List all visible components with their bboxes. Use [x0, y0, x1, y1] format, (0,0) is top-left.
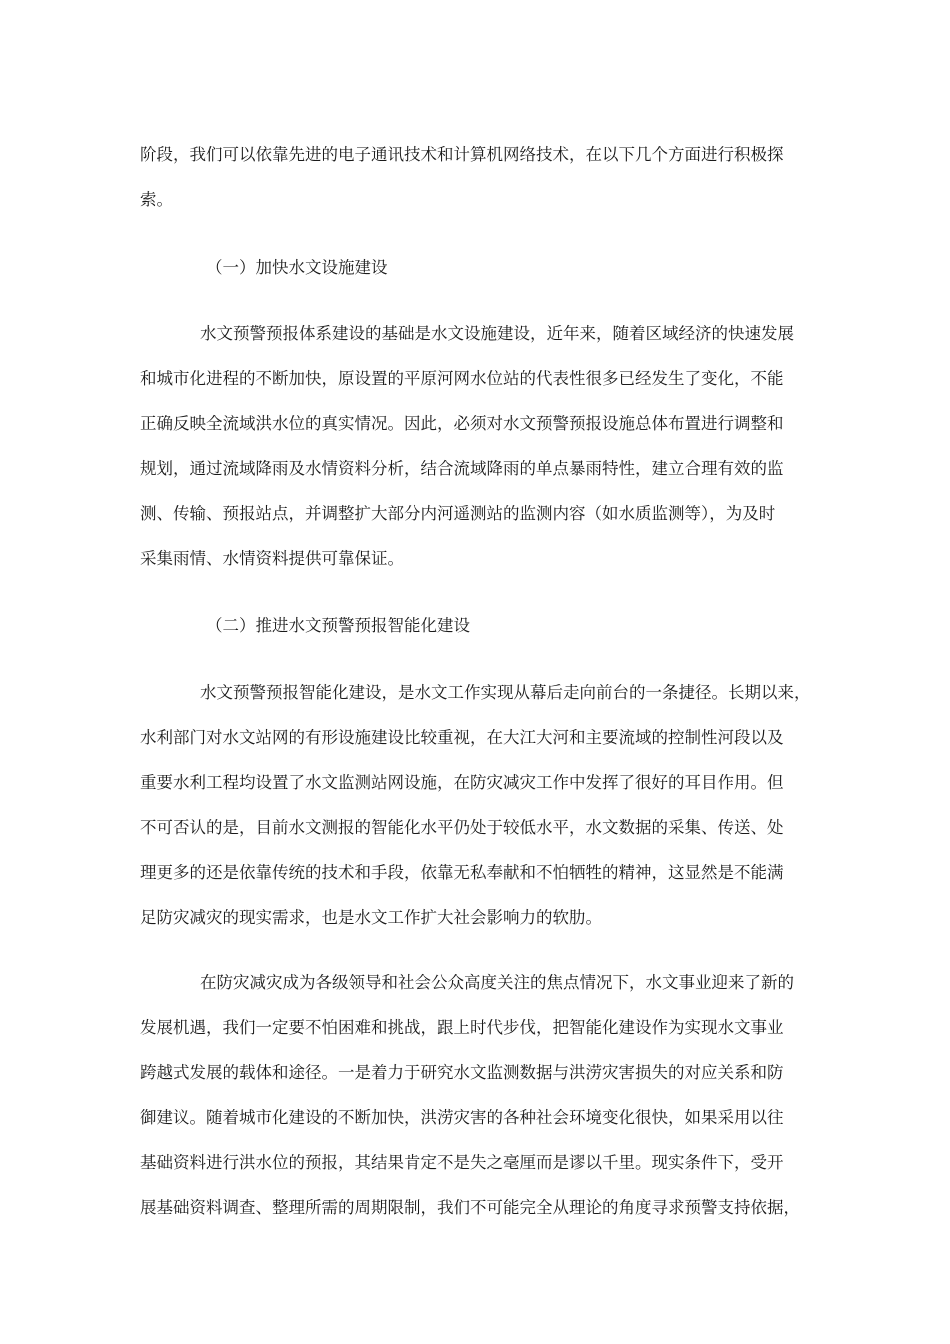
text-line: 和城市化进程的不断加快，原设置的平原河网水位站的代表性很多已经发生了变化，不能 — [140, 369, 784, 388]
paragraph-1 — [140, 311, 830, 581]
text-line: 正确反映全流域洪水位的真实情况。因此，必须对水文预警预报设施总体布置进行调整和 — [140, 414, 784, 433]
text-line: 阶段，我们可以依靠先进的电子通讯技术和计算机网络技术，在以下几个方面进行积极探 — [140, 145, 784, 164]
paragraph-3 — [140, 960, 830, 1230]
text-line: 御建议。随着城市化建设的不断加快，洪涝灾害的各种社会环境变化很快，如果采用以往 — [140, 1108, 784, 1127]
text-line: 水文预警预报智能化建设，是水文工作实现从幕后走向前台的一条捷径。长期以来， — [200, 683, 811, 702]
text-line: 水文预警预报体系建设的基础是水文设施建设，近年来，随着区域经济的快速发展 — [200, 324, 794, 343]
text-line: 索。 — [140, 190, 173, 209]
text-line: 跨越式发展的载体和途径。一是着力于研究水文监测数据与洪涝灾害损失的对应关系和防 — [140, 1063, 784, 1082]
text-line: 在防灾减灾成为各级领导和社会公众高度关注的焦点情况下，水文事业迎来了新的 — [200, 973, 794, 992]
text-line: 重要水利工程均设置了水文监测站网设施，在防灾减灾工作中发挥了很好的耳目作用。但 — [140, 773, 784, 792]
text-line: 理更多的还是依靠传统的技术和手段，依靠无私奉献和不怕牺牲的精神，这显然是不能满 — [140, 863, 784, 882]
text-line: 规划，通过流域降雨及水情资料分析，结合流域降雨的单点暴雨特性，建立合理有效的监 — [140, 459, 784, 478]
text-line: 足防灾减灾的现实需求，也是水文工作扩大社会影响力的软肋。 — [140, 908, 602, 927]
text-line: 展基础资料调查、整理所需的周期限制，我们不可能完全从理论的角度寻求预警支持依据， — [140, 1198, 800, 1217]
text-line: 不可否认的是，目前水文测报的智能化水平仍处于较低水平，水文数据的采集、传送、处 — [140, 818, 784, 837]
text-line: 发展机遇，我们一定要不怕困难和挑战，跟上时代步伐，把智能化建设作为实现水文事业 — [140, 1018, 784, 1037]
text-line: 测、传输、预报站点，并调整扩大部分内河遥测站的监测内容（如水质监测等），为及时 — [140, 504, 776, 523]
section-heading-1: （一）加快水文设施建设 — [206, 258, 388, 277]
text-line: 采集雨情、水情资料提供可靠保证。 — [140, 549, 404, 568]
intro-paragraph — [140, 132, 830, 222]
text-line: 基础资料进行洪水位的预报，其结果肯定不是失之毫厘而是谬以千里。现实条件下，受开 — [140, 1153, 784, 1172]
text-line: 水利部门对水文站网的有形设施建设比较重视，在大江大河和主要流域的控制性河段以及 — [140, 728, 784, 747]
section-heading-2: （二）推进水文预警预报智能化建设 — [206, 616, 470, 635]
paragraph-2 — [140, 670, 830, 940]
